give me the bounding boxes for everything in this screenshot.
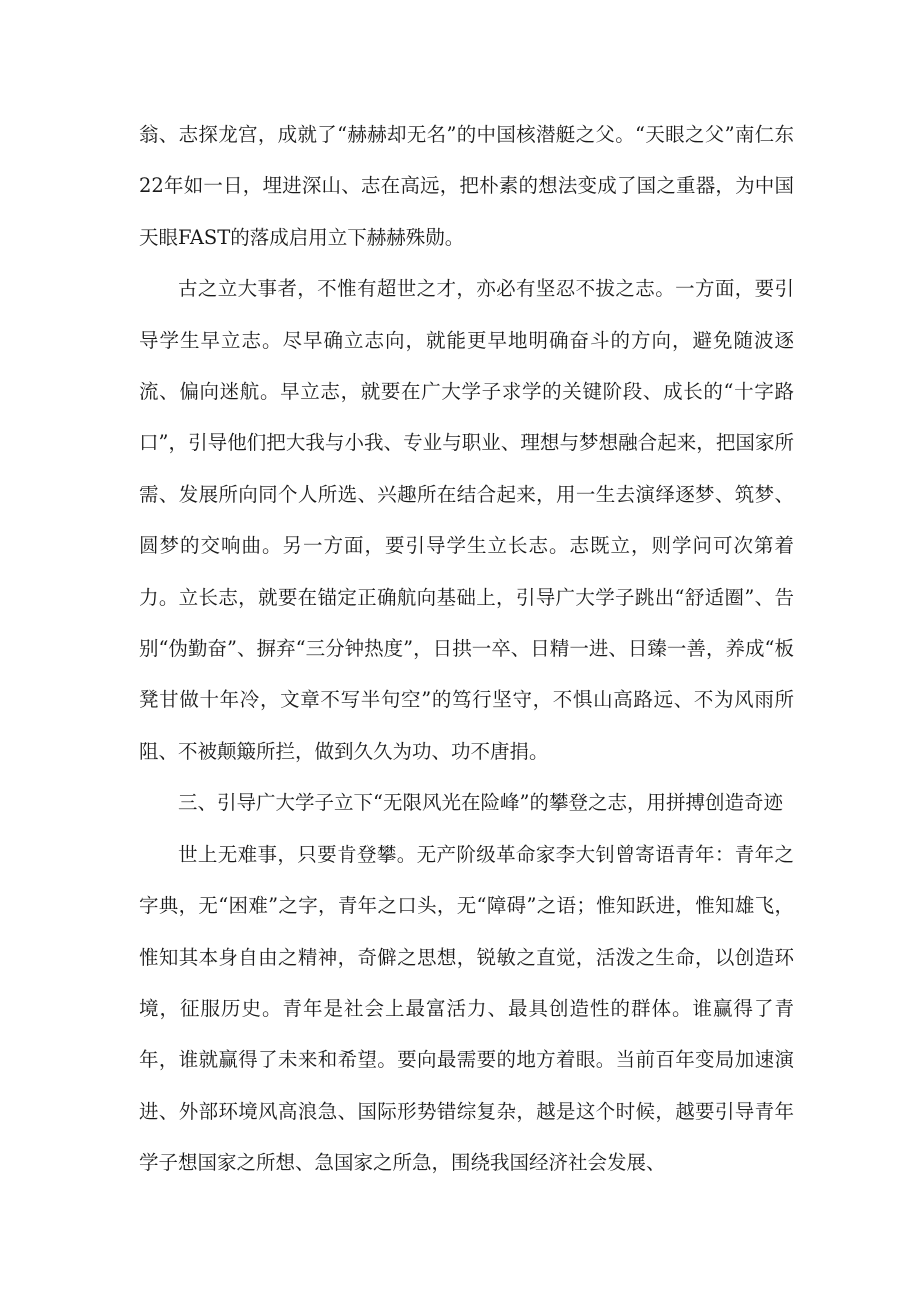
- section-heading-3: 三、引导广大学子立下“无限风光在险峰”的攀登之志，用拼搏创造奇迹: [178, 791, 783, 815]
- paragraph-4: 世上无难事，只要肯登攀。无产阶级革命家李大钊曾寄语青年：青年之字典，无“困难”之字，青年之口头，无“障碍”之语；惟知跃进，惟知雄飞，惟知其本身自由之精神，奇僻之思想，锐敏之直觉，活泼之生命，以创造环境，征服历史。青年是社会上最富活力、最具创造性的群体。谁赢得了青年，谁就赢得了未来和希望。要向最需要的地方着眼。当前百年变局加速演进、外部环境风高浪急、国际形势错综复杂，越是这个时候，越要引导青年学子想国家之所想、急国家之所急，围绕我国经济社会发展、: [139, 842, 794, 1175]
- document-body: [139, 109, 794, 1189]
- paragraph-1: 翁、志探龙宫，成就了“赫赫却无名”的中国核潜艇之父。“天眼之父”南仁东22年如一日，埋进深山、志在高远，把朴素的想法变成了国之重器，为中国天眼FAST的落成启用立下赫赫殊勋。: [139, 123, 794, 249]
- paragraph-2: 古之立大事者，不惟有超世之才，亦必有坚忍不拔之志。一方面，要引导学生早立志。尽早确立志向，就能更早地明确奋斗的方向，避免随波逐流、偏向迷航。早立志，就要在广大学子求学的关键阶段、成长的“十字路口”，引导他们把大我与小我、专业与职业、理想与梦想融合起来，把国家所需、发展所向同个人所选、兴趣所在结合起来，用一生去演绎逐梦、筑梦、圆梦的交响曲。另一方面，要引导学生立长志。志既立，则学问可次第着力。立长志，就要在锚定正确航向基础上，引导广大学子跳出“舒适圈”、告别“伪勤奋”、摒弃“三分钟热度”，日拱一卒、日精一进、日臻一善，养成“板凳甘做十年冷，文章不写半句空”的笃行坚守，不惧山高路远、不为风雨所阻、不被颠簸所拦，做到久久为功、功不唐捐。: [139, 277, 794, 763]
